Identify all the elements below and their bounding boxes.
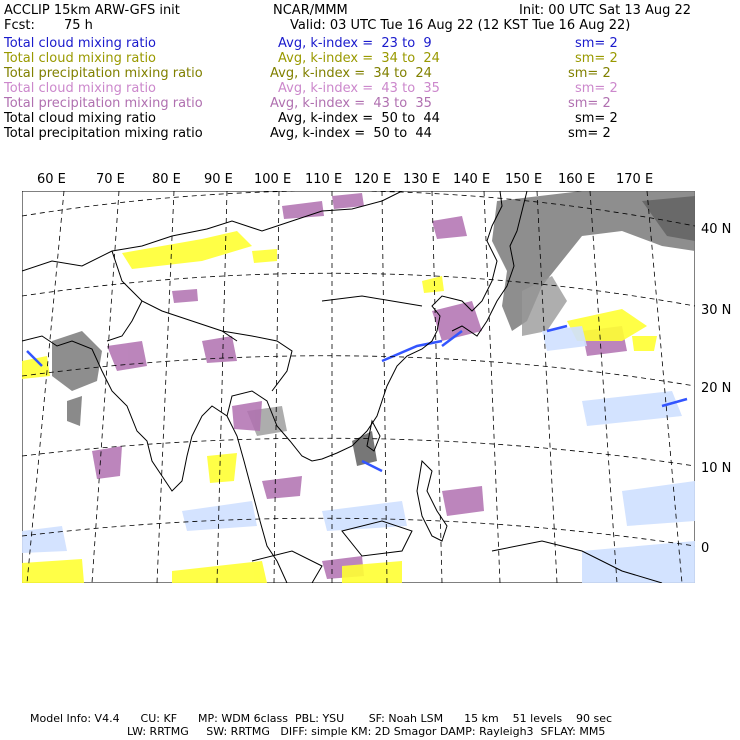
lat-label-40n: 40 N — [701, 222, 732, 237]
legend-6-sm: sm= 2 — [575, 111, 618, 126]
legend-7-sm: sm= 2 — [568, 126, 611, 141]
lon-label-80e: 80 E — [152, 172, 181, 187]
legend-4-avg: Avg, k-index = 43 to 35 — [278, 81, 440, 96]
legend-4-sm: sm= 2 — [575, 81, 618, 96]
lat-label-30n: 30 N — [701, 303, 732, 318]
legend-5-name: Total precipitation mixing ratio — [4, 96, 203, 111]
legend-6-avg: Avg, k-index = 50 to 44 — [278, 111, 440, 126]
organization: NCAR/MMM — [273, 3, 348, 18]
legend-5-avg: Avg, k-index = 43 to 35 — [270, 96, 432, 111]
model-info-line-2: LW: RRTMG SW: RRTMG DIFF: simple KM: 2D Smagor DAMP: Rayleigh3 SFLAY: MM5 — [127, 725, 606, 738]
lon-label-150e: 150 E — [505, 172, 543, 187]
forecast-label: Fcst: — [4, 18, 35, 33]
lat-label-10n: 10 N — [701, 461, 732, 476]
lon-label-90e: 90 E — [204, 172, 233, 187]
legend-7-avg: Avg, k-index = 50 to 44 — [270, 126, 432, 141]
lon-label-110e: 110 E — [305, 172, 343, 187]
lon-label-70e: 70 E — [96, 172, 125, 187]
legend-2-name: Total cloud mixing ratio — [4, 51, 157, 66]
legend-7-name: Total precipitation mixing ratio — [4, 126, 203, 141]
lat-label-20n: 20 N — [701, 381, 732, 396]
legend-4-name: Total cloud mixing ratio — [4, 81, 157, 96]
lon-label-130e: 130 E — [403, 172, 441, 187]
lon-label-140e: 140 E — [453, 172, 491, 187]
legend-1-avg: Avg, k-index = 23 to 9 — [278, 36, 432, 51]
legend-2-avg: Avg, k-index = 34 to 24 — [278, 51, 440, 66]
init-time: Init: 00 UTC Sat 13 Aug 22 — [519, 3, 692, 18]
lon-label-120e: 120 E — [354, 172, 392, 187]
legend-3-sm: sm= 2 — [568, 66, 611, 81]
valid-time: Valid: 03 UTC Tue 16 Aug 22 (12 KST Tue 16 Aug 22) — [290, 18, 631, 33]
legend-1-sm: sm= 2 — [575, 36, 618, 51]
lon-label-160e: 160 E — [558, 172, 596, 187]
lat-label-0: 0 — [701, 541, 710, 556]
legend-6-name: Total cloud mixing ratio — [4, 111, 157, 126]
legend-1-name: Total cloud mixing ratio — [4, 36, 157, 51]
forecast-hours: 75 h — [64, 18, 93, 33]
lon-label-170e: 170 E — [616, 172, 654, 187]
weather-map — [22, 191, 695, 583]
lon-label-60e: 60 E — [37, 172, 66, 187]
legend-3-name: Total precipitation mixing ratio — [4, 66, 203, 81]
legend-5-sm: sm= 2 — [568, 96, 611, 111]
legend-3-avg: Avg, k-index = 34 to 24 — [270, 66, 432, 81]
lon-label-100e: 100 E — [254, 172, 292, 187]
legend-2-sm: sm= 2 — [575, 51, 618, 66]
model-title: ACCLIP 15km ARW-GFS init — [4, 3, 180, 18]
model-info-line-1: Model Info: V4.4 CU: KF MP: WDM 6class PBL: YSU SF: Noah LSM 15 km 51 levels 90 sec — [30, 712, 613, 725]
